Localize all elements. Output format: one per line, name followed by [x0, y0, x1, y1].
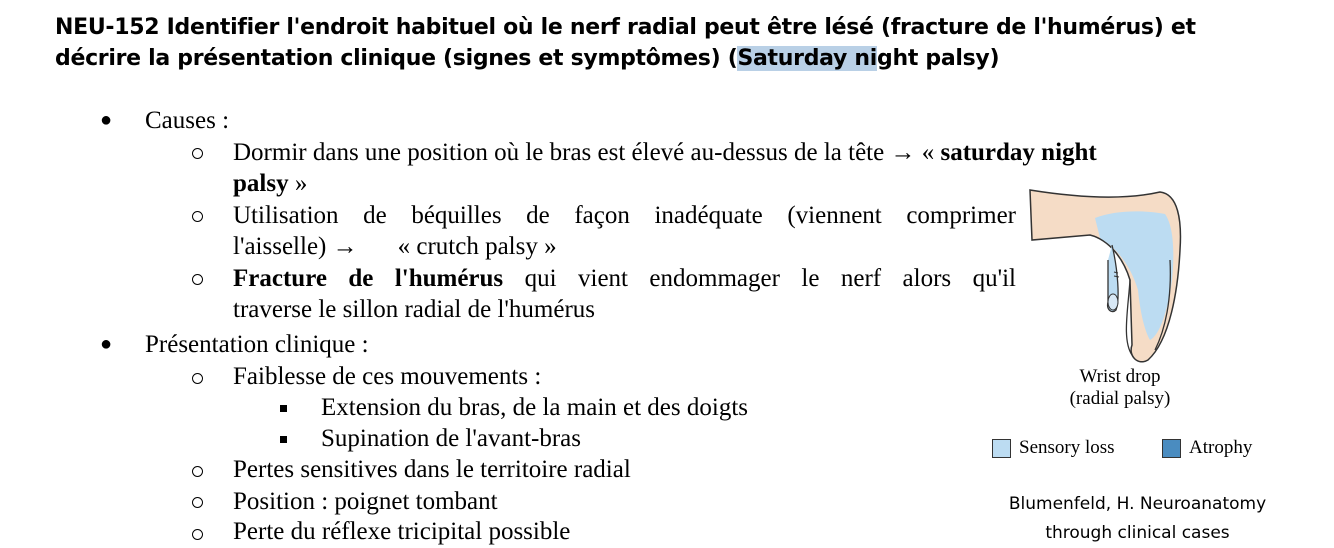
- movement-item-1: Extension du bras, de la main et des doigts: [321, 394, 749, 421]
- bullet-icon: ●: [100, 109, 113, 131]
- cause-item-2-cont: l'aisselle) → « crutch palsy »: [233, 233, 557, 260]
- cause-item-1-cont: palsy »: [233, 170, 308, 197]
- circle-bullet-icon: [192, 373, 203, 384]
- circle-bullet-icon: [192, 497, 203, 508]
- circle-bullet-icon: [192, 529, 203, 540]
- presentation-item-2: Position : poignet tombant: [233, 488, 498, 515]
- circle-bullet-icon: [192, 274, 203, 285]
- title-line-2-end: ght palsy): [877, 46, 1000, 71]
- atrophy-swatch: [1162, 439, 1181, 458]
- cause-item-2: Utilisation de béquilles de façon inadéquate (viennent comprimer: [233, 202, 1016, 229]
- cause-item-3-cont: traverse le sillon radial de l'humérus: [233, 296, 596, 323]
- bullet-icon: ●: [100, 333, 113, 355]
- cause-item-3: Fracture de l'humérus qui vient endommager le nerf alors qu'il: [233, 265, 1016, 292]
- figure-credit: Blumenfeld, H. Neuroanatomy through clinical cases: [1008, 494, 1267, 543]
- presentation-weakness: Faiblesse de ces mouvements :: [233, 363, 542, 390]
- circle-bullet-icon: [192, 466, 203, 477]
- legend-atrophy: Atrophy: [1162, 437, 1252, 459]
- sensory-loss-swatch: [992, 439, 1011, 458]
- arrow-icon: →: [332, 233, 358, 260]
- cause-item-1: Dormir dans une position où le bras est élevé au-dessus de la tête → « saturday night: [233, 139, 1097, 166]
- arrow-icon: →: [890, 139, 916, 166]
- figure-caption: Wrist drop (radial palsy): [1069, 366, 1171, 409]
- movement-item-2: Supination de l'avant-bras: [321, 425, 581, 452]
- presentation-item-3: Perte du réflexe tricipital possible: [233, 518, 571, 545]
- square-bullet-icon: [280, 405, 287, 412]
- page-title: [55, 12, 1285, 74]
- square-bullet-icon: [280, 436, 287, 443]
- circle-bullet-icon: [192, 211, 203, 222]
- title-line-2: décrire la présentation clinique (signes et symptômes) (: [55, 46, 738, 71]
- causes-heading: Causes :: [145, 107, 230, 134]
- presentation-item-1: Pertes sensitives dans le territoire radial: [233, 456, 631, 483]
- title-line-1: NEU-152 Identifier l'endroit habituel où le nerf radial peut être lésé (fracture de l'humérus) et: [55, 15, 1196, 40]
- wrist-drop-illustration: [1020, 180, 1200, 370]
- circle-bullet-icon: [192, 148, 203, 159]
- presentation-heading: Présentation clinique :: [145, 331, 369, 358]
- title-highlight: Saturday ni: [737, 46, 878, 71]
- legend-sensory-loss: Sensory loss: [992, 437, 1115, 459]
